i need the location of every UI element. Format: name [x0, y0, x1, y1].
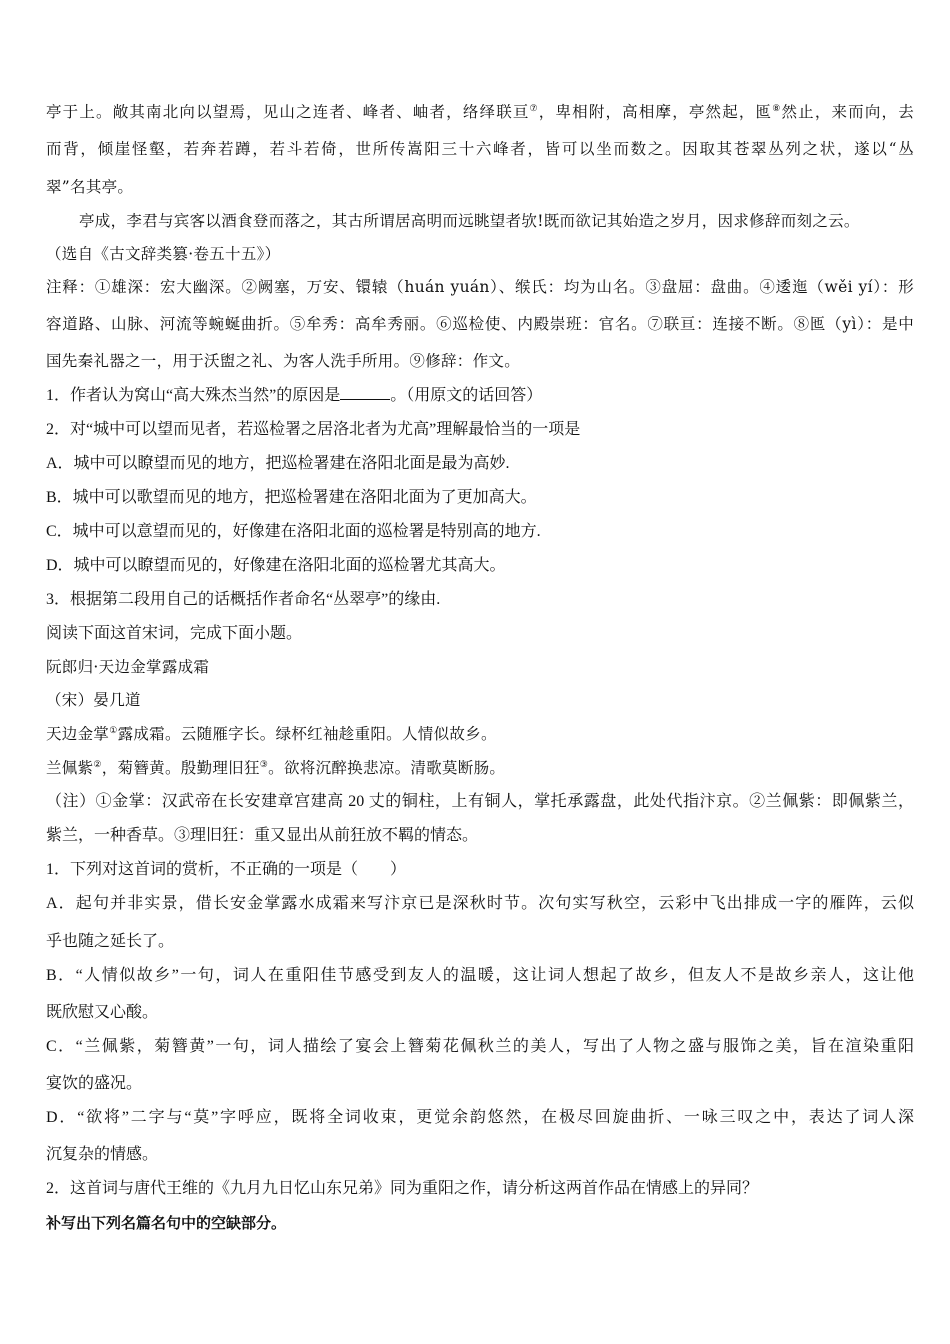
- section-heading: 补写出下列名篇名句中的空缺部分。: [46, 1214, 287, 1232]
- poem-option-b: B．“人情似故乡”一句，词人在重阳佳节感受到友人的温暖，这让词人想起了故乡，但友人不是故乡亲人，这让他: [46, 967, 914, 984]
- option-c: C．城中可以意望而见的，好像建在洛阳北面的巡检署是特别高的地方.: [46, 523, 541, 540]
- notes-line: 容道路、山脉、河流等蜿蜒曲折。⑤牟秀：高牟秀丽。⑥巡检使、内殿崇班：官名。⑦联亘：连接不断。⑧匜（yì）：是中: [46, 315, 914, 333]
- poem-question-1: 1．下列对这首词的赏析，不正确的一项是（ ）: [46, 861, 407, 878]
- poem-option-a: 乎也随之延长了。: [46, 933, 175, 950]
- passage-line: 亭于上。敞其南北向以望焉，见山之连者、峰者、岫者，络绎联亘⑦，卑相附，高相摩，亭然起，匜⑧然止，来而向，去: [46, 103, 915, 121]
- poem-title: 阮郎归·天边金掌露成霜: [46, 658, 210, 676]
- poem-note: （注）①金掌：汉武帝在长安建章宫建高 20 丈的铜柱，上有铜人，掌托承露盘，此处代指汴京。②兰佩紫：即佩紫兰，: [46, 793, 914, 810]
- poem-note: 紫兰，一种香草。③理旧狂：重又显出从前狂放不羁的情态。: [46, 827, 479, 844]
- question-3: 3．根据第二段用自己的话概括作者命名“丛翠亭”的缘由.: [46, 591, 441, 608]
- poem-option-c: 宴饮的盛况。: [46, 1075, 143, 1092]
- passage-line: 而背，倾崖怪壑，若奔若蹲，若斗若倚，世所传嵩阳三十六峰者，皆可以坐而数之。因取其苍翠丛列之状，遂以“丛: [46, 140, 914, 158]
- passage-source: （选自《古文辞类篡·卷五十五》）: [46, 245, 281, 263]
- notes-line: 注释：①雄深：宏大幽深。②阙塞，万安、镮辕（huán yuán）、缑氏：均为山名。③盘屈：盘曲。④逶迤（wěi yí）：形: [46, 278, 914, 296]
- poem-intro: 阅读下面这首宋词，完成下面小题。: [46, 625, 303, 642]
- poem-question-2: 2．这首词与唐代王维的《九月九日忆山东兄弟》同为重阳之作，请分析这两首作品在情感上的异同？: [46, 1180, 759, 1197]
- poem-line: 兰佩紫②，菊簪黄。殷勤理旧狂③。欲将沉醉换悲凉。清歌莫断肠。: [46, 759, 506, 777]
- poem-option-b: 既欣慰又心酸。: [46, 1004, 159, 1021]
- poem-author: （宋）晏几道: [46, 691, 141, 709]
- option-b: B．城中可以歌望而见的地方，把巡检署建在洛阳北面为了更加高大。: [46, 489, 537, 506]
- poem-line: 天边金掌①露成霜。云随雁字长。绿杯红袖趁重阳。人情似故乡。: [46, 725, 497, 743]
- answer-blank[interactable]: [340, 385, 390, 400]
- passage-line: 翠”名其亭。: [46, 178, 134, 196]
- poem-option-d: 沉复杂的情感。: [46, 1146, 159, 1163]
- poem-option-c: C．“兰佩紫，菊簪黄”一句，词人描绘了宴会上簪菊花佩秋兰的美人，写出了人物之盛与服饰之美，旨在渲染重阳: [46, 1038, 914, 1055]
- poem-option-a: A．起句并非实景，借长安金掌露水成霜来写汴京已是深秋时节。次句实写秋空，云彩中飞出排成一字的雁阵，云似: [46, 895, 914, 912]
- poem-option-d: D．“欲将”二字与“莫”字呼应，既将全词收束，更觉余韵悠然，在极尽回旋曲折、一咏三叹之中，表达了词人深: [46, 1109, 914, 1126]
- option-d: D．城中可以瞭望而见的，好像建在洛阳北面的巡检署尤其高大。: [46, 557, 506, 574]
- option-a: A．城中可以瞭望而见的地方，把巡检署建在洛阳北面是最为高妙.: [46, 455, 510, 472]
- passage-paragraph: 亭成，李君与宾客以酒食登而落之，其古所谓居高明而远眺望者欤!既而欲记其始造之岁月，因求修辞而刻之云。: [79, 212, 860, 230]
- question-1: 1．作者认为窝山“高大殊杰当然”的原因是 。（用原文的话回答）: [46, 387, 543, 404]
- notes-line: 国先秦礼器之一，用于沃盥之礼、为客人洗手所用。⑨修辞：作文。: [46, 352, 521, 370]
- question-2: 2．对“城中可以望而见者，若巡检署之居洛北者为尤高”理解最恰当的一项是: [46, 421, 581, 438]
